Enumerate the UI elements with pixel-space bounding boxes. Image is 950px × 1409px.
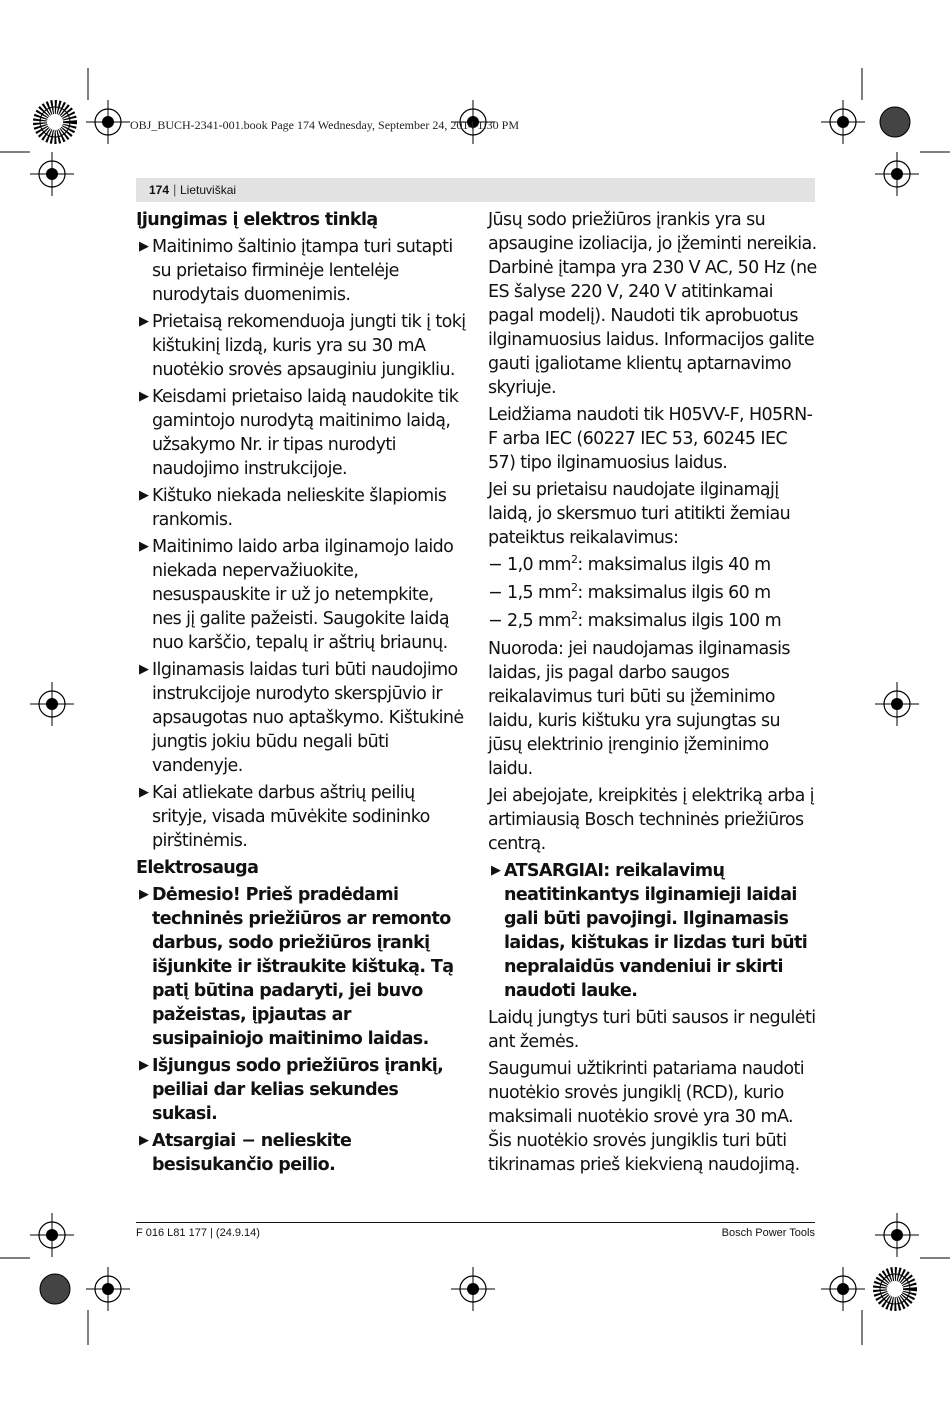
section-heading: Įjungimas į elektros tinklą bbox=[136, 210, 378, 230]
page-header bbox=[136, 178, 815, 202]
list-item: ▶ Prietaisą rekomenduoja jungti tik į tokį kištukinį lizdą, kuris yra su 30 mA nuotėkio srovės apsauginiu jungikliu. bbox=[139, 312, 466, 380]
left-column bbox=[136, 208, 466, 1180]
paragraph: Leidžiama naudoti tik H05VV-F, H05RN-F arba IEC (60227 IEC 53, 60245 IEC 57) tipo ilginamuosius laidus. bbox=[488, 405, 813, 473]
list-item: ▶ Keisdami prietaiso laidą naudokite tik gamintojo nurodytą maitinimo laidą, užsakymo Nr. ir tipas nurodyti naudojimo instrukcijoje. bbox=[139, 387, 459, 479]
list-item: − 1,0 $mm^2$: maksimalus ilgis 40 m bbox=[488, 553, 771, 575]
bullet-arrow-icon: ▶ bbox=[139, 1133, 149, 1148]
list-item: ▶ Ilginamasis laidas turi būti naudojimo instrukcijoje nurodyto skerspjūvio ir apsaugotas nuo aptaškymo. Kištukinė jungtis jokiu būdu negali būti vandenyje. bbox=[139, 660, 464, 776]
bullet-arrow-icon: ▶ bbox=[139, 488, 149, 503]
list-item: ▶ Atsargiai − nelieskite besisukančio peilio. bbox=[139, 1131, 352, 1175]
list-item: − 1,5 $mm^2$: maksimalus ilgis 60 m bbox=[488, 581, 771, 603]
paragraph: Saugumui užtikrinti patariama naudoti nuotėkio srovės jungiklį (RCD), kurio maksimali nuotėkio srovė yra 30 mA. Šis nuotėkio srovės jungiklis turi būti tikrinamas prieš kiekvieną naudojimą. bbox=[488, 1059, 805, 1175]
paragraph: Jei su prietaisu naudojate ilginamąjį laidą, jo skersmuo turi atitikti žemiau pateiktus reikalavimus: bbox=[488, 480, 791, 548]
bullet-arrow-icon: ▶ bbox=[139, 389, 149, 404]
list-item: ▶ Dėmesio! Prieš pradėdami techninės priežiūros ar remonto darbus, sodo priežiūros įrankį išjunkite ir ištraukite kištuką. Tą patį būtina padaryti, jei buvo pažeistas, įpjautas ar susipainiojo maitinimo laidas. bbox=[139, 885, 454, 1049]
list-item: ▶ Kai atliekate darbus aštrių peilių srityje, visada mūvėkite sodininko pirštinėmis. bbox=[139, 783, 430, 851]
footer-rule bbox=[136, 1222, 815, 1223]
section-heading: Elektrosauga bbox=[136, 858, 259, 878]
warning-item: ▶ ATSARGIAI: reikalavimų neatitinkantys ilginamieji laidai gali būti pavojingi. Ilginamasis laidas, kištukas ir lizdas turi būti nepralaidūs vandeniui ir skirti naudoti lauke. bbox=[491, 861, 808, 1001]
paragraph: Jūsų sodo priežiūros įrankis yra su apsaugine izoliacija, jo įžeminti nereikia. Darbinė įtampa yra 230 V AC, 50 Hz (ne ES šalyse 220 V, 240 V atitinkamai pagal modelį). Naudoti tik aprobuotus ilginamuosius laidus. Informacijos galite gauti įgaliotame klientų aptarnavimo skyriuje. bbox=[488, 210, 817, 398]
paragraph: Laidų jungtys turi būti sausos ir negulėti ant žemės. bbox=[488, 1008, 816, 1052]
bullet-arrow-icon: ▶ bbox=[139, 314, 149, 329]
bullet-arrow-icon: ▶ bbox=[491, 863, 501, 878]
paragraph: Jei abejojate, kreipkitės į elektriką arba į artimiausią Bosch techninės priežiūros centrą. bbox=[488, 786, 814, 854]
list-item: ▶ Išjungus sodo priežiūros įrankį, peiliai dar kelias sekundes sukasi. bbox=[139, 1056, 444, 1124]
header-language: Lietuviškai bbox=[180, 183, 237, 197]
bullet-arrow-icon: ▶ bbox=[139, 239, 149, 254]
bullet-arrow-icon: ▶ bbox=[139, 662, 149, 677]
footer-doc-id: F 016 L81 177 | (24.9.14) bbox=[136, 1227, 260, 1239]
bullet-arrow-icon: ▶ bbox=[139, 539, 149, 554]
right-column bbox=[488, 208, 818, 1180]
book-slug: OBJ_BUCH-2341-001.book Page 174 Wednesday, September 24, 2014 1:30 PM bbox=[130, 118, 520, 132]
bullet-arrow-icon: ▶ bbox=[139, 1058, 149, 1073]
paragraph: Nuoroda: jei naudojamas ilginamasis laidas, jis pagal darbo saugos reikalavimus turi būti su įžeminimo laidu, kuris kištuku yra sujungtas su jūsų elektrinio įrenginio įžeminimo laidu. bbox=[488, 639, 790, 779]
list-item: − 2,5 $mm^2$: maksimalus ilgis 100 m bbox=[488, 609, 782, 631]
page-number: 174 bbox=[149, 183, 170, 197]
footer-brand: Bosch Power Tools bbox=[721, 1227, 815, 1239]
list-item: ▶ Maitinimo šaltinio įtampa turi sutapti su prietaiso firminėje lentelėje nurodytais duomenimis. bbox=[139, 237, 453, 305]
bullet-arrow-icon: ▶ bbox=[139, 785, 149, 800]
list-item: ▶ Maitinimo laido arba ilginamojo laido niekada nepervažiuokite, nesuspauskite ir už jo netempkite, nes jį galite pažeisti. Saugokite laidą nuo karščio, tepalų ir aštrių briaunų. bbox=[139, 537, 454, 653]
header-separator: | bbox=[173, 182, 177, 197]
bullet-arrow-icon: ▶ bbox=[139, 887, 149, 902]
list-item: ▶ Kištuko niekada nelieskite šlapiomis rankomis. bbox=[139, 486, 447, 530]
